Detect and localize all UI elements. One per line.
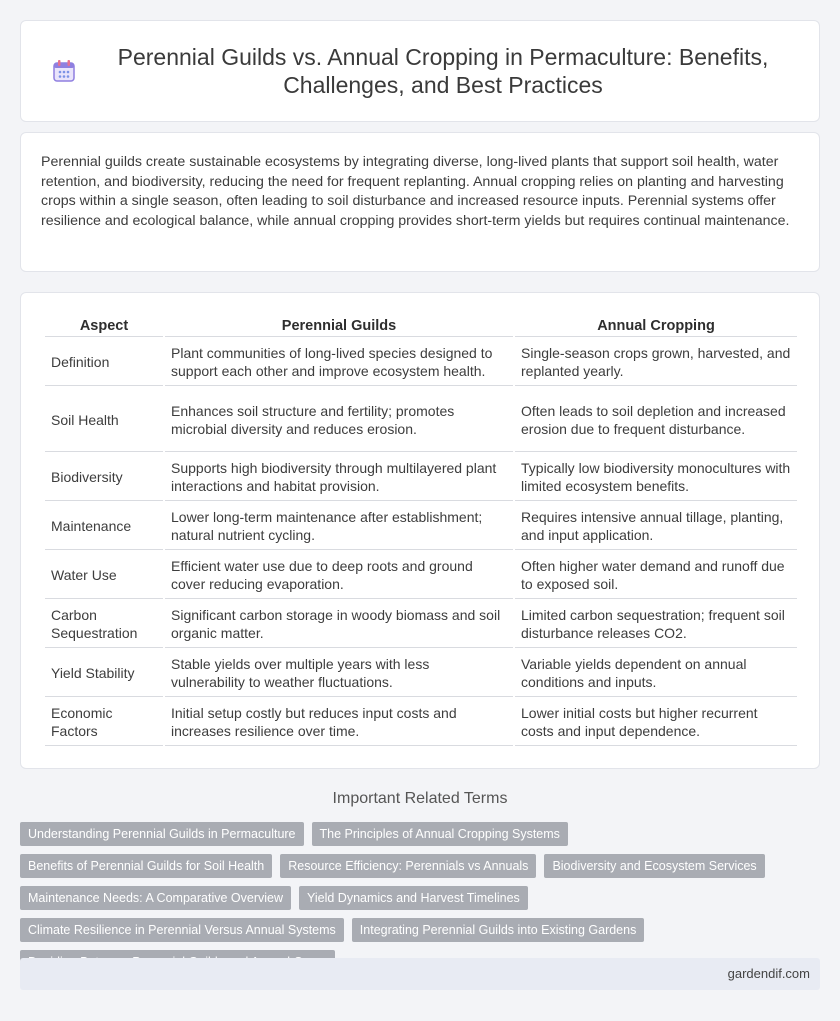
- aspect-cell: Carbon Sequestration: [45, 601, 163, 648]
- aspect-cell: Biodiversity: [45, 454, 163, 501]
- aspect-cell: Yield Stability: [45, 650, 163, 697]
- column-header-annual: Annual Cropping: [515, 315, 797, 337]
- annual-cell: Variable yields dependent on annual conditions and inputs.: [515, 650, 797, 697]
- header-card: [20, 20, 820, 122]
- related-terms-list: [20, 822, 810, 974]
- related-term-link[interactable]: Understanding Perennial Guilds in Permaculture: [20, 822, 304, 846]
- related-term-link[interactable]: The Principles of Annual Cropping Systems: [312, 822, 568, 846]
- column-header-perennial: Perennial Guilds: [165, 315, 513, 337]
- annual-cell: Single-season crops grown, harvested, and replanted yearly.: [515, 339, 797, 386]
- perennial-cell: Enhances soil structure and fertility; promotes microbial diversity and reduces erosion.: [165, 388, 513, 452]
- annual-cell: Often leads to soil depletion and increased erosion due to frequent disturbance.: [515, 388, 797, 452]
- annual-cell: Often higher water demand and runoff due to exposed soil.: [515, 552, 797, 599]
- table-row: [45, 388, 797, 452]
- perennial-cell: Significant carbon storage in woody biomass and soil organic matter.: [165, 601, 513, 648]
- aspect-cell: Economic Factors: [45, 699, 163, 746]
- related-term-link[interactable]: Maintenance Needs: A Comparative Overview: [20, 886, 291, 910]
- calendar-icon: [51, 58, 77, 84]
- perennial-cell: Stable yields over multiple years with less vulnerability to weather fluctuations.: [165, 650, 513, 697]
- footer-site-name[interactable]: gardendif.com: [727, 966, 810, 981]
- table-row: [45, 552, 797, 599]
- table-row: [45, 503, 797, 550]
- related-term-link[interactable]: Yield Dynamics and Harvest Timelines: [299, 886, 528, 910]
- table-row: [45, 650, 797, 697]
- related-term-link[interactable]: Climate Resilience in Perennial Versus Annual Systems: [20, 918, 344, 942]
- table-row: [45, 339, 797, 386]
- perennial-cell: Initial setup costly but reduces input costs and increases resilience over time.: [165, 699, 513, 746]
- page-title: Perennial Guilds vs. Annual Cropping in Permaculture: Benefits, Challenges, and Best Practices: [117, 44, 769, 98]
- related-term-link[interactable]: Resource Efficiency: Perennials vs Annuals: [280, 854, 536, 878]
- related-term-link[interactable]: Integrating Perennial Guilds into Existing Gardens: [352, 918, 645, 942]
- table-row: [45, 454, 797, 501]
- related-term-link[interactable]: Biodiversity and Ecosystem Services: [544, 854, 764, 878]
- annual-cell: Typically low biodiversity monocultures with limited ecosystem benefits.: [515, 454, 797, 501]
- aspect-cell: Maintenance: [45, 503, 163, 550]
- related-terms-heading: Important Related Terms: [332, 790, 508, 807]
- intro-paragraph: Perennial guilds create sustainable ecosystems by integrating diverse, long-lived plants that support soil health, water retention, and biodiversity, reducing the need for frequent replanting. Annual cropping relies on planting and harvesting crops within a single season, often leading to soil disturbance and increased resource inputs. Perennial systems offer resilience and ecological balance, while annual cropping provides short-term yields but requires continual maintenance.: [41, 154, 790, 229]
- footer: [20, 958, 820, 990]
- related-term-link[interactable]: Benefits of Perennial Guilds for Soil Health: [20, 854, 272, 878]
- comparison-table-card: [20, 292, 820, 769]
- aspect-cell: Soil Health: [45, 388, 163, 452]
- perennial-cell: Efficient water use due to deep roots and ground cover reducing evaporation.: [165, 552, 513, 599]
- comparison-table: [43, 313, 799, 748]
- aspect-cell: Definition: [45, 339, 163, 386]
- annual-cell: Lower initial costs but higher recurrent costs and input dependence.: [515, 699, 797, 746]
- table-header-row: [45, 315, 797, 337]
- perennial-cell: Plant communities of long-lived species designed to support each other and improve ecosystem health.: [165, 339, 513, 386]
- column-header-aspect: Aspect: [45, 315, 163, 337]
- table-row: [45, 699, 797, 746]
- perennial-cell: Lower long-term maintenance after establishment; natural nutrient cycling.: [165, 503, 513, 550]
- table-row: [45, 601, 797, 648]
- annual-cell: Limited carbon sequestration; frequent soil disturbance releases CO2.: [515, 601, 797, 648]
- intro-card: [20, 132, 820, 272]
- perennial-cell: Supports high biodiversity through multilayered plant interactions and habitat provision.: [165, 454, 513, 501]
- aspect-cell: Water Use: [45, 552, 163, 599]
- annual-cell: Requires intensive annual tillage, planting, and input application.: [515, 503, 797, 550]
